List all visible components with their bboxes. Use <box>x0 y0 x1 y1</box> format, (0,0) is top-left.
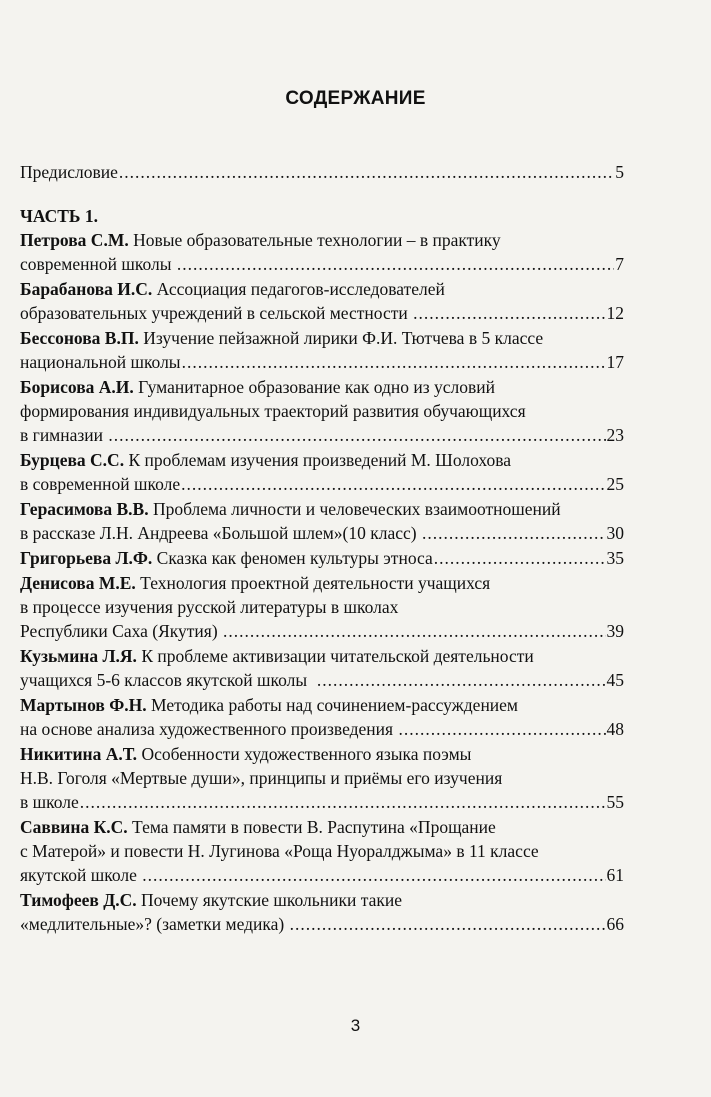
dot-leader <box>80 790 606 814</box>
toc-title-text: Почему якутские школьники такие <box>136 890 402 910</box>
toc-entry-text <box>20 595 398 619</box>
toc-page-number: 61 <box>606 865 624 885</box>
toc-page-number: 66 <box>606 914 624 934</box>
toc-page-number: 35 <box>606 548 624 568</box>
toc-title-text: современной школы <box>20 254 176 274</box>
toc-entry-line <box>20 571 624 595</box>
toc-title-text: в процессе изучения русской литературы в школах <box>20 597 399 617</box>
toc-entry-text <box>20 521 421 545</box>
toc-author: Кузьмина Л.Я. <box>20 646 137 666</box>
toc-entry-text <box>20 472 180 496</box>
toc-entry-preface <box>20 160 624 184</box>
toc-entry-text <box>20 888 402 912</box>
toc-author: Тимофеев Д.С. <box>20 890 137 910</box>
toc-entry-text <box>20 790 79 814</box>
toc-author: Григорьева Л.Ф. <box>20 548 153 568</box>
toc-title-text: якутской школе <box>20 865 142 885</box>
toc-author: Никитина А.Т. <box>20 744 138 764</box>
toc-entry-text <box>20 863 141 887</box>
toc-entry-text <box>20 742 471 766</box>
dot-leader <box>119 160 614 184</box>
toc-entry-text <box>20 497 561 521</box>
toc-entry-text <box>20 546 433 570</box>
toc-title-text: в современной школе <box>20 474 181 494</box>
toc-title-text: Гуманитарное образование как одно из условий <box>133 377 496 397</box>
toc-title-text: учащихся 5-6 классов якутской школы <box>20 670 316 690</box>
toc-entry-text <box>20 766 502 790</box>
toc-entry-text <box>20 448 511 472</box>
toc-entry-line <box>20 693 624 717</box>
toc-title-text: К проблемам изучения произведений М. Шолохова <box>124 450 512 470</box>
toc-entry-line <box>20 839 624 863</box>
toc-entry-text <box>20 301 412 325</box>
page-title: СОДЕРЖАНИЕ <box>285 88 426 109</box>
toc-entry-line <box>20 619 624 643</box>
toc-entry <box>20 815 624 887</box>
toc-entry <box>20 326 624 374</box>
toc-entry-line <box>20 326 624 350</box>
toc-page-number: 12 <box>606 303 624 323</box>
dot-leader <box>108 423 605 447</box>
toc-title-text: с Матерой» и повести Н. Лугинова «Роща Нуоралджыма» в 11 классе <box>20 841 539 861</box>
toc-entry-line <box>20 472 624 496</box>
toc-entry-line <box>20 301 624 325</box>
toc-entry-line <box>20 423 624 447</box>
toc-title-text: национальной школы <box>20 352 181 372</box>
toc-entry <box>20 742 624 814</box>
toc-entry <box>20 546 624 570</box>
toc-entry-text <box>20 252 176 276</box>
part-heading: ЧАСТЬ 1. <box>20 206 98 226</box>
toc-title-text: Н.В. Гоголя «Мертвые души», принципы и приёмы его изучения <box>20 768 503 788</box>
toc-entry-line <box>20 888 624 912</box>
dot-leader <box>422 521 606 545</box>
toc-entry-text <box>20 839 539 863</box>
toc-author: Мартынов Ф.Н. <box>20 695 147 715</box>
toc-entry-text <box>20 350 181 374</box>
toc-entries <box>20 228 624 936</box>
table-of-contents <box>20 160 624 937</box>
toc-entry-line <box>20 350 624 374</box>
toc-entry-text <box>20 375 495 399</box>
toc-entry-line <box>20 448 624 472</box>
toc-entry <box>20 693 624 741</box>
toc-entry-line <box>20 790 624 814</box>
toc-page-number: 39 <box>606 621 624 641</box>
toc-entry-line <box>20 742 624 766</box>
toc-entry-line <box>20 546 624 570</box>
toc-author: Бурцева С.С. <box>20 450 125 470</box>
toc-page-number: 45 <box>606 670 624 690</box>
toc-entry-text <box>20 619 222 643</box>
toc-entry-text <box>20 399 526 423</box>
toc-title-text: в школе <box>20 792 79 812</box>
toc-entry-line <box>20 863 624 887</box>
toc-entry <box>20 497 624 545</box>
dot-leader <box>182 350 606 374</box>
dot-leader <box>142 863 605 887</box>
dot-leader <box>317 668 606 692</box>
toc-title-text: Новые образовательные технологии – в практику <box>128 230 501 250</box>
toc-title-text: Проблема личности и человеческих взаимоотношений <box>148 499 561 519</box>
toc-page-number: 7 <box>615 254 624 274</box>
toc-page-number: 5 <box>615 162 624 182</box>
toc-entry <box>20 571 624 643</box>
toc-entry-line <box>20 644 624 668</box>
toc-entry-line <box>20 595 624 619</box>
toc-title-text: Ассоциация педагогов-исследователей <box>152 279 445 299</box>
toc-page-number: 48 <box>606 719 624 739</box>
toc-title-text: Технология проектной деятельности учащихся <box>135 573 491 593</box>
toc-title-text: Изучение пейзажной лирики Ф.И. Тютчева в 5 классе <box>138 328 544 348</box>
toc-title-text: Тема памяти в повести В. Распутина «Прощание <box>127 817 496 837</box>
toc-entry-line <box>20 717 624 741</box>
toc-author: Герасимова В.В. <box>20 499 149 519</box>
toc-entry-line <box>20 277 624 301</box>
dot-leader <box>181 472 605 496</box>
toc-entry-line <box>20 375 624 399</box>
dot-leader <box>398 717 605 741</box>
toc-entry-line <box>20 668 624 692</box>
toc-author: Бессонова В.П. <box>20 328 139 348</box>
page-number: 3 <box>350 1016 361 1035</box>
toc-entry-text <box>20 717 397 741</box>
toc-entry <box>20 888 624 936</box>
toc-entry-text <box>20 228 501 252</box>
toc-entry-text <box>20 277 445 301</box>
toc-page-number: 30 <box>606 523 624 543</box>
toc-entry-line <box>20 815 624 839</box>
toc-title-text: в рассказе Л.Н. Андреева «Большой шлем»(10 класс) <box>20 523 421 543</box>
toc-entry <box>20 448 624 496</box>
toc-entry-line <box>20 912 624 936</box>
toc-title-text: образовательных учреждений в сельской местности <box>20 303 413 323</box>
toc-title-text: в гимназии <box>20 425 108 445</box>
toc-title-text: Сказка как феномен культуры этноса <box>152 548 433 568</box>
toc-title-text: Методика работы над сочинением-рассуждением <box>146 695 519 715</box>
toc-entry-line <box>20 399 624 423</box>
toc-entry-text <box>20 423 107 447</box>
toc-entry-text <box>20 326 543 350</box>
toc-entry-line <box>20 497 624 521</box>
toc-entry <box>20 277 624 325</box>
toc-entry-text <box>20 912 289 936</box>
toc-entry <box>20 644 624 692</box>
toc-author: Саввина К.С. <box>20 817 128 837</box>
dot-leader <box>434 546 606 570</box>
toc-author: Петрова С.М. <box>20 230 129 250</box>
toc-entry-text <box>20 571 490 595</box>
toc-title-text: на основе анализа художественного произведения <box>20 719 398 739</box>
toc-page-number: 23 <box>606 425 624 445</box>
toc-entry-line <box>20 252 624 276</box>
toc-entry <box>20 228 624 276</box>
toc-entry-label: Предисловие <box>20 162 118 182</box>
dot-leader <box>223 619 605 643</box>
toc-entry-text <box>20 644 534 668</box>
toc-title-text: формирования индивидуальных траекторий развития обучающихся <box>20 401 526 421</box>
toc-author: Денисова М.Е. <box>20 573 136 593</box>
toc-entry <box>20 375 624 447</box>
toc-entry-text <box>20 668 316 692</box>
toc-entry-text <box>20 693 518 717</box>
toc-page-number: 55 <box>606 792 624 812</box>
toc-title-text: «медлительные»? (заметки медика) <box>20 914 289 934</box>
toc-page-number: 25 <box>606 474 624 494</box>
toc-entry-line <box>20 228 624 252</box>
toc-entry-line <box>20 766 624 790</box>
toc-author: Барабанова И.С. <box>20 279 153 299</box>
toc-page-number: 17 <box>606 352 624 372</box>
toc-title-text: Республики Саха (Якутия) <box>20 621 223 641</box>
dot-leader <box>413 301 605 325</box>
toc-title-text: Особенности художественного языка поэмы <box>137 744 472 764</box>
dot-leader <box>290 912 606 936</box>
toc-entry-text <box>20 815 496 839</box>
toc-title-text: К проблеме активизации читательской деятельности <box>136 646 534 666</box>
toc-entry-line <box>20 521 624 545</box>
toc-author: Борисова А.И. <box>20 377 134 397</box>
dot-leader <box>177 252 614 276</box>
